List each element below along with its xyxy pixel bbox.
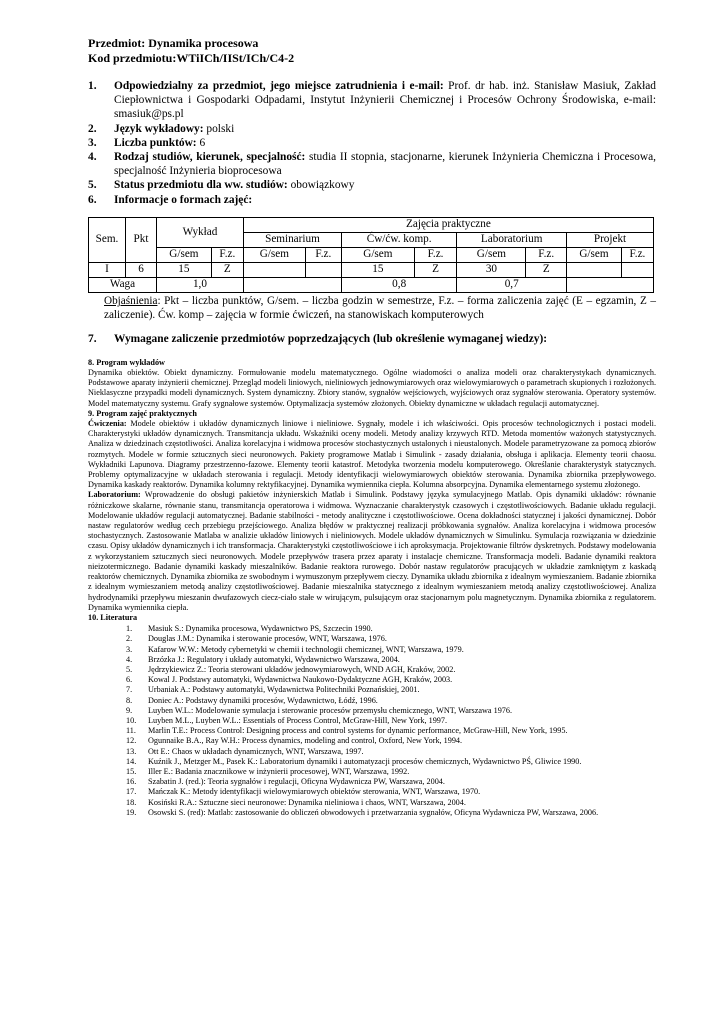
table-subheader-gsem: G/sem <box>157 247 212 262</box>
table-header-sem: Sem. <box>89 217 126 262</box>
table-cell: 15 <box>157 262 212 277</box>
literature-item <box>88 757 656 767</box>
literature-number: 19. <box>126 807 137 817</box>
info-list <box>88 79 656 207</box>
literature-text: Luyben W.L.: Modelowanie symulacja i sterowanie procesów przemysłu chemicznego, WNT, Warszawa 1976. <box>148 705 513 715</box>
section-prerequisites: 7. Wymagane zaliczenie przedmiotów poprzedzających (lub określenie wymaganej wiedzy): <box>88 332 548 345</box>
table-cell: 6 <box>126 262 157 277</box>
literature-text: Osowski S. (red): Matlab: zastosowanie do obliczeń obwodowych i przetwarzania sygnałów, Oficyna Wydawnicza PW, Warszawa, 2006. <box>148 807 599 817</box>
table-cell: Z <box>211 262 243 277</box>
literature-text: Kosiński R.A.: Sztuczne sieci neuronowe: Dynamika nieliniowa i chaos, WNT, Warszawa, 2004. <box>148 797 466 807</box>
table-row-weights <box>89 277 654 292</box>
literature-item <box>88 787 656 797</box>
section-literature-title: 10. Literatura <box>88 612 138 622</box>
info-item-responsible: 1. Odpowiedzialny za przedmiot, jego miejsce zatrudnienia i e-mail: Prof. dr hab. inż. Stanisław Masiuk, Zakład Ciepłownictwa i Gospodarki Odpadami, Instytut Inżynierii Chemicznej i Procesów Ochrony Środowiska, e-mail: smasiuk@ps.pl <box>88 80 656 121</box>
literature-number: 8. <box>126 695 133 705</box>
table-subheader-gsem: G/sem <box>457 247 526 262</box>
section-exercises: Ćwiczenia: Modele obiektów i układów dynamicznych liniowe i nieliniowe. Sygnały, modele i ich właściwości. Opis procesów technologicznych i postaci modeli. Charakterystyki układów dynamicznych. Transmitancja układu. Wskaźniki oceny modeli. Metody analizy krzywych RTD. Metoda momentów ważonych statystycznych. Analiza w dziedzinach częstotliwości. Analiza korelacyjna i widmowa procesów stochastycznych ustalonych i nieustalonych. Modele parametryzowane za pomocą zbiorów rozmytych. Modele w formie sztucznych sieci neuronowych. Pakiety programowe Matlab i Simulink - zasady działania, obsługa i aplikacja. Elementy teorii chaosu. Wykładniki Lapunova. Diagramy przestrzenno-fazowe. Elementy teorii katastrof. Metodyka tworzenia modelu komputerowego. Określanie charakterystyk statycznych. Problemy optymalizacyjne w układach sterowania i regulacji. Metody identyfikacji wielowymiarowych obiektów sterowania. Dynamika zbiornika przepływowego. Dynamika kaskady reaktorów. Dynamika kolumny rektyfikacyjnej. Dynamika wymiennika ciepła. Kolumna absorpcyjna. Dynamika elementarnego systemu złożonego. <box>88 419 656 490</box>
literature-number: 6. <box>126 675 133 685</box>
literature-text: Mańczak K.: Metody identyfikacji wielowymiarowych obiektów sterowania, WNT, Warszawa, 1970. <box>148 787 481 797</box>
literature-item <box>88 736 656 746</box>
table-header-exercise: Ćw/ćw. komp. <box>341 232 456 247</box>
literature-item <box>88 655 656 665</box>
literature-text: Urbaniak A.: Podstawy automatyki, Wydawnictwa Politechniki Poznańskiej, 2001. <box>148 685 420 695</box>
waga-lecture: 1,0 <box>157 277 244 292</box>
table-subheader-fz: F.z. <box>414 247 457 262</box>
table-row <box>89 262 654 277</box>
literature-number: 12. <box>126 736 137 746</box>
section-lecture-title: 8. Program wykładów <box>88 357 165 367</box>
literature-number: 7. <box>126 685 133 695</box>
subject-title: Przedmiot: Dynamika procesowa <box>88 36 259 50</box>
waga-label: Waga <box>89 277 157 292</box>
literature-item <box>88 706 656 716</box>
literature-text: Brzózka J.: Regulatory i układy automatyki, Wydawnictwo Warszawa, 2004. <box>148 654 400 664</box>
literature-number: 17. <box>126 787 137 797</box>
table-header-pkt: Pkt <box>126 217 157 262</box>
table-subheader-fz: F.z. <box>305 247 341 262</box>
literature-item <box>88 696 656 706</box>
literature-item <box>88 675 656 685</box>
literature-text: Kuźnik J., Metzger M., Pasek K.: Laboratorium dynamiki i automatyzacji procesów chemicznych, Wydawnictwo PŚ, Gliwice 1990. <box>148 756 582 766</box>
table-header-lecture: Wykład <box>157 217 244 247</box>
literature-number: 14. <box>126 756 137 766</box>
literature-text: Szabatin J. (red.): Teoria sygnałów i regulacji, Oficyna Wydawnicza PW, Warszawa, 2004. <box>148 777 445 787</box>
table-cell <box>567 262 622 277</box>
info-item-points: 3. Liczba punktów: 6 <box>88 136 206 149</box>
literature-text: Kafarow W.W.: Metody cybernetyki w chemii i technologii chemicznej, WNT, Warszawa, 1979. <box>148 644 464 654</box>
section-practical-title: 9. Program zajęć praktycznych <box>88 408 197 418</box>
literature-list <box>88 624 656 818</box>
literature-item <box>88 624 656 634</box>
table-header-project: Projekt <box>567 232 654 247</box>
literature-text: Kowal J. Podstawy automatyki, Wydawnictwa Naukowo-Dydaktyczne AGH, Kraków, 2003. <box>148 675 453 685</box>
literature-number: 15. <box>126 766 137 776</box>
table-subheader-fz: F.z. <box>211 247 243 262</box>
literature-number: 3. <box>126 644 133 654</box>
literature-text: Ogunnaike B.A., Ray W.H.: Process dynamics, modeling and control, Oxford, New York, 1994. <box>148 736 463 746</box>
literature-number: 2. <box>126 634 133 644</box>
literature-number: 10. <box>126 715 137 725</box>
literature-number: 11. <box>126 726 136 736</box>
table-subheader-fz: F.z. <box>621 247 653 262</box>
class-forms-table <box>88 217 654 293</box>
table-cell <box>621 262 653 277</box>
table-header-practical: Zajęcia praktyczne <box>243 217 653 232</box>
table-cell <box>305 262 341 277</box>
info-item-language: 2. Język wykładowy: polski <box>88 122 235 135</box>
literature-number: 9. <box>126 705 133 715</box>
literature-number: 4. <box>126 654 133 664</box>
table-header-lab: Laboratorium <box>457 232 567 247</box>
subject-code: Kod przedmiotu:WTiICh/IISt/ICh/C4-2 <box>88 51 295 65</box>
literature-text: Luyben M.L., Luyben W.L.: Essentials of Process Control, McGraw-Hill, New York, 1997. <box>148 715 448 725</box>
literature-text: Jędrzykiewicz Z.: Teoria sterowani układów jednowymiarowych, WND AGH, Kraków, 2002. <box>148 664 456 674</box>
info-item-study-type: 4. Rodzaj studiów, kierunek, specjalność: studia II stopnia, stacjonarne, kierunek Inżynieria Chemiczna i Procesowa, specjalność Inżynieria bioprocesowa <box>88 151 656 178</box>
literature-item <box>88 645 656 655</box>
literature-item <box>88 808 656 818</box>
literature-text: Masiuk S.: Dynamika procesowa, Wydawnictwo PS, Szczecin 1990. <box>148 624 373 634</box>
info-item-forms: 6. Informacje o formach zajęć: <box>88 193 253 206</box>
table-cell: Z <box>414 262 457 277</box>
literature-number: 13. <box>126 746 137 756</box>
literature-text: Iller E.: Badania znacznikowe w inżynierii procesowej, WNT, Warszawa, 1992. <box>148 766 410 776</box>
waga-exercise: 0,8 <box>341 277 456 292</box>
table-explanation: Objaśnienia: Pkt – liczba punktów, G/sem. – liczba godzin w semestrze, F.z. – forma zaliczenia zajęć (E – egzamin, Z – zaliczenie). Ćw. komp – zajęcia w formie ćwiczeń, na stanowiskach komputerowych <box>104 294 656 321</box>
literature-item <box>88 726 656 736</box>
table-cell: 15 <box>341 262 414 277</box>
section-laboratory: Laboratorium: Wprowadzenie do obsługi pakietów inżynierskich Matlab i Simulink. Podstawy języka symulacyjnego Matlab. Opis dynamiki układów: równanie różniczkowe skalarne, równanie stanu, transmitancja operatorowa i widmowa. Wyznaczanie charakterystyk czasowych i częstotliwościowych. Badanie układu regulacji. Modelowanie układów regulacji automatycznej. Badanie stabilności - metody analityczne i częstotliwościowe. Ocena dokładności statycznej i jakości dynamicznej. Dobór nastaw regulatorów według cech przebiegu przejściowego. Analiza błędów w praktycznej realizacji próbkowania sygnałów. Analiza korelacyjna i widmowa procesów stochastycznych. Zastosowanie Matlaba w analizie układów liniowych i nieliniowych. Modele układów dynamicznych w Simulinku. Symulacja rozwiązania w dziedzinie czasu. Opisy układów dynamicznych i ich transformacja. Charakterystyki częstotliwościowe i ich aproksymacja. Projektowanie filtrów dyskretnych. Podstawy modelowania z wykorzystaniem sztucznych sieci neuronowych. Modele przepływów trasera przez aparaty i instalacje chemiczne. Transformacja modeli. Badanie dynamiki reaktora nieizotermicznego. Badanie dynamiki kaskady mieszalników. Badanie reaktora rurowego. Dobór nastaw regulatorów pracujących w układzie zamkniętym z kaskadą reaktorów chemicznych. Dynamika zbiornika ze swobodnym i wymuszonym przepływem cieczy. Dynamika układu zbiornika z idealnym wymieszaniem. Badanie zbiornika z idealnym wymieszaniem metodą analizy częstotliwościowej. Badanie mieszalnika statycznego z idealnym wymieszaniem metodą analizy częstotliwościowej. Analiza hydrodynamiki przepływu mieszanin dwufazowych ciecz-ciało stałe w wirującym, pulsującym oraz stacjonarnym polu magnetycznym. Dynamika zbiornika z regulatorem. Dynamika wymiennika ciepła. <box>88 490 656 612</box>
literature-text: Douglas J.M.: Dynamika i sterowanie procesów, WNT, Warszawa, 1976. <box>148 634 387 644</box>
literature-item <box>88 798 656 808</box>
table-cell: 30 <box>457 262 526 277</box>
literature-item <box>88 685 656 695</box>
table-cell: Z <box>526 262 567 277</box>
literature-number: 16. <box>126 777 137 787</box>
literature-number: 5. <box>126 664 133 674</box>
table-subheader-gsem: G/sem <box>567 247 622 262</box>
waga-lab: 0,7 <box>457 277 567 292</box>
section-lecture-text: Dynamika obiektów. Obiekt dynamiczny. Formułowanie modelu matematycznego. Ogólne wiadomości o analiza modeli oraz charakterystykach dynamicznych. Podstawowe aparaty inżynierii chemicznej. Przegląd modeli liniowych, nieliniowych jednowymiarowych oraz wielowymiarowych o parametrach skupionych i rozłożonych. Nieklasyczne przypadki modeli dynamicznych. System dynamiczny. Zbiory stanów, sygnałów wejściowych, wyjściowych oraz sygnałów sterowania. Operatory systemów. Model matematyczny systemu. Grafy sygnałowe systemów. Optymalizacja systemów złożonych. Obiekty dynamiczne w układach regulacji automatycznej. <box>88 368 656 408</box>
literature-text: Doniec A.: Podstawy dynamiki procesów, Wydawnictwo, Łódź, 1996. <box>148 695 378 705</box>
literature-item <box>88 777 656 787</box>
table-cell: I <box>89 262 126 277</box>
literature-number: 18. <box>126 797 137 807</box>
table-subheader-fz: F.z. <box>526 247 567 262</box>
table-subheader-gsem: G/sem <box>341 247 414 262</box>
info-item-status: 5. Status przedmiotu dla ww. studiów: obowiązkowy <box>88 179 355 192</box>
waga-project <box>567 277 654 292</box>
literature-item <box>88 665 656 675</box>
table-header-seminar: Seminarium <box>243 232 341 247</box>
literature-item <box>88 747 656 757</box>
literature-text: Marlin T.E.: Process Control: Designing process and control systems for dynamic performance, McGraw-Hill, New York, 1995. <box>148 726 568 736</box>
literature-number: 1. <box>126 624 133 634</box>
waga-seminar <box>243 277 341 292</box>
literature-item <box>88 634 656 644</box>
table-cell <box>243 262 305 277</box>
literature-item <box>88 716 656 726</box>
literature-item <box>88 767 656 777</box>
table-subheader-gsem: G/sem <box>243 247 305 262</box>
literature-text: Ott E.: Chaos w układach dynamicznych, WNT, Warszawa, 1997. <box>148 746 364 756</box>
